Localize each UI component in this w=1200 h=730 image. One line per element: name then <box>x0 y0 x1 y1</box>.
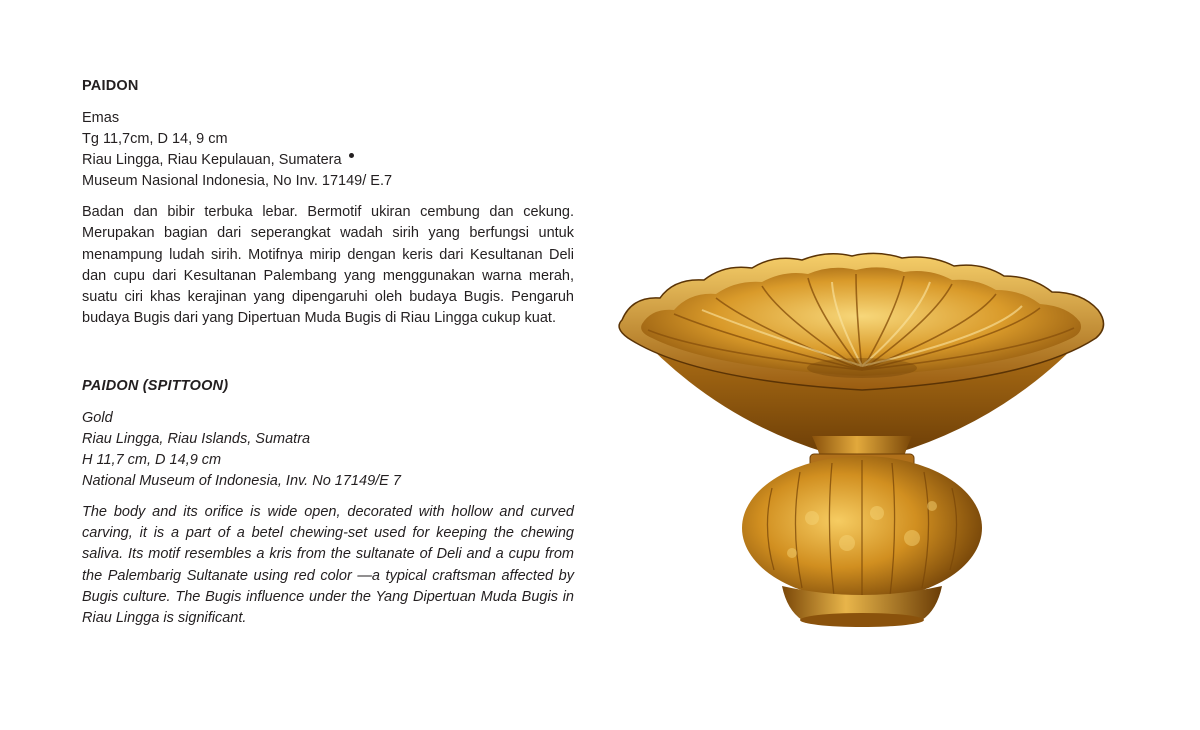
english-entry <box>82 376 574 630</box>
entry-title-en: PAIDON (SPITTOON) <box>82 377 229 394</box>
bowl-center-shadow <box>807 358 917 378</box>
foot-base <box>800 613 924 627</box>
collection-en: National Museum of Indonesia, Inv. No 17149/E 7 <box>82 472 401 489</box>
spittoon-illustration <box>612 248 1112 638</box>
origin-en: Riau Lingga, Riau Islands, Sumatra <box>82 430 311 447</box>
material-id: Emas <box>82 110 120 126</box>
description-en: The body and its orifice is wide open, decorated with hollow and curved carving, it is a part of a betel chewing-set used for keeping the chewing saliva. Its motif resembles a kris from the sultanate of Deli and a cupu from the Palembarig Sultanate using red color —a typical craftsman affected by Bugis culture. The Bugis influence under the Yang Dipertuan Muda Bugis in Riau Lingga is significant. <box>82 503 574 627</box>
indonesian-entry <box>82 76 574 330</box>
text-column <box>82 76 574 644</box>
collection-id: Museum Nasional Indonesia, No Inv. 17149/ E.7 <box>82 173 393 189</box>
description-id: Badan dan bibir terbuka lebar. Bermotif ukiran cembung dan cekung. Merupakan bagian dari seperangkat wadah sirih yang berfungsi untuk menampung ludah sirih. Motifnya mirip dengan keris dari Kesultanan Deli dan cupu dari Kesultanan Palembang yang menggunakan warna merah, suatu ciri khas kerajinan yang dipengaruhi oleh budaya Bugis. Pengaruh budaya Bugis dari yang Dipertuan Muda Bugis di Riau Lingga cukup kuat. <box>82 204 574 327</box>
entry-meta-id <box>82 108 574 192</box>
bullet-dot-icon <box>349 153 354 158</box>
dimensions-en: H 11,7 cm, D 14,9 cm <box>82 451 222 468</box>
spittoon-photo <box>612 248 1112 638</box>
material-en: Gold <box>82 409 113 426</box>
dimensions-id: Tg 11,7cm, D 14, 9 cm <box>82 131 228 147</box>
origin-id: Riau Lingga, Riau Kepulauan, Sumatera <box>82 152 342 168</box>
origin-id-line <box>82 150 574 171</box>
entry-title-id: PAIDON <box>82 78 139 94</box>
entry-meta-en <box>82 408 574 492</box>
